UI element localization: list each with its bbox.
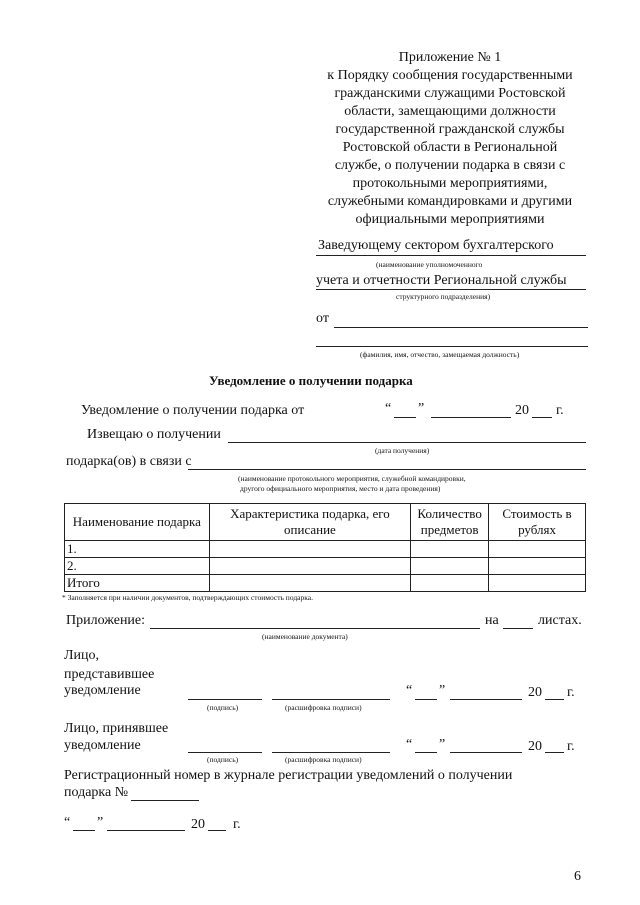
table-cell[interactable] <box>489 558 586 575</box>
presenter-date-close: ” <box>439 683 446 698</box>
form-heading: Уведомление о получении подарка <box>209 373 413 388</box>
final-date-open: “ <box>64 815 71 830</box>
receiver-date-open: “ <box>406 737 413 752</box>
presenter-year-prefix: 20 <box>528 685 542 700</box>
final-year-prefix: 20 <box>191 817 205 832</box>
inform-label: Извещаю о получении <box>87 427 221 442</box>
table-cell[interactable] <box>489 575 586 592</box>
final-year-field[interactable] <box>208 830 226 831</box>
appendix-line: к Порядку сообщения государственными <box>327 68 573 83</box>
event-hint-2: другого официального мероприятия, место и дата проведения) <box>240 484 441 493</box>
table-cell[interactable] <box>209 541 410 558</box>
from-position-field[interactable] <box>316 346 588 347</box>
table-row <box>65 541 586 558</box>
receipt-date-field[interactable] <box>228 442 586 443</box>
col-header-quantity: Количество предметов <box>411 504 489 541</box>
gifts-table <box>64 503 586 592</box>
appendix-line: области, замещающими должности <box>344 104 556 119</box>
attachment-sheets-field[interactable] <box>503 628 533 629</box>
receiver-month-field[interactable] <box>450 752 522 753</box>
presenter-date-open: “ <box>406 683 413 698</box>
from-hint: (фамилия, имя, отчество, замещаемая должность) <box>360 350 520 359</box>
table-cell[interactable] <box>209 575 410 592</box>
appendix-line: протокольными мероприятиями, <box>352 176 548 191</box>
col-header-cost: Стоимость в рублях <box>489 504 586 541</box>
presenter-year-suffix: г. <box>567 685 575 700</box>
presenter-decode-hint: (расшифровка подписи) <box>285 703 362 712</box>
table-cell[interactable] <box>489 541 586 558</box>
notice-year-field[interactable] <box>532 417 552 418</box>
row-label: Итого <box>65 575 210 592</box>
presenter-label-3: уведомление <box>64 683 141 698</box>
addressee-hint1: (наименование уполномоченного <box>376 260 483 269</box>
row-label: 1. <box>65 541 210 558</box>
receiver-day-field[interactable] <box>415 752 437 753</box>
presenter-label-1: Лицо, <box>64 648 99 663</box>
row-label: 2. <box>65 558 210 575</box>
presenter-year-field[interactable] <box>545 699 564 700</box>
page-number: 6 <box>574 869 581 884</box>
receiver-year-field[interactable] <box>545 752 564 753</box>
table-cell[interactable] <box>209 558 410 575</box>
final-month-field[interactable] <box>107 830 185 831</box>
appendix-line: Ростовской области в Региональной <box>342 140 558 155</box>
appendix-line: государственной гражданской службы <box>335 122 565 137</box>
table-header-row <box>65 504 586 541</box>
presenter-decode-field[interactable] <box>272 699 390 700</box>
final-day-field[interactable] <box>73 830 95 831</box>
notice-month-field[interactable] <box>431 417 511 418</box>
presenter-signature-field[interactable] <box>188 699 262 700</box>
addressee-hint2: структурного подразделения) <box>396 292 491 301</box>
presenter-label-2: представившее <box>64 667 155 682</box>
presenter-month-field[interactable] <box>450 699 522 700</box>
final-date-close: ” <box>97 815 104 830</box>
receiver-year-prefix: 20 <box>528 739 542 754</box>
event-hint-1: (наименование протокольного мероприятия, служебной командировки, <box>238 474 466 483</box>
appendix-line: служебными командировками и другими <box>327 194 573 209</box>
appendix-line: службе, о получении подарка в связи с <box>334 158 566 173</box>
registration-line-1: Регистрационный номер в журнале регистрации уведомлений о получении <box>64 768 513 783</box>
addressee-underline2[interactable] <box>316 289 586 290</box>
receiver-year-suffix: г. <box>567 739 575 754</box>
registration-line-2: подарка № <box>64 785 129 800</box>
year-prefix: 20 <box>515 403 529 418</box>
appendix-line: гражданскими служащими Ростовской <box>334 86 566 101</box>
notice-label: Уведомление о получении подарка от <box>81 403 305 418</box>
presenter-signature-hint: (подпись) <box>207 703 239 712</box>
receiver-label-2: уведомление <box>64 738 141 753</box>
receiver-label-1: Лицо, принявшее <box>64 721 169 736</box>
attachment-hint: (наименование документа) <box>262 632 348 641</box>
table-cell[interactable] <box>411 558 489 575</box>
receiver-decode-field[interactable] <box>272 752 390 753</box>
receiver-signature-field[interactable] <box>188 752 262 753</box>
table-cell[interactable] <box>411 575 489 592</box>
receipt-date-hint: (дата получения) <box>375 446 430 455</box>
addressee-underline1[interactable] <box>316 255 586 256</box>
date-open-quote: “ <box>385 401 392 416</box>
year-suffix: г. <box>556 403 564 418</box>
table-cell[interactable] <box>411 541 489 558</box>
addressee-line2: учета и отчетности Региональной службы <box>316 273 567 288</box>
addressee-line1: Заведующему сектором бухгалтерского <box>318 238 554 253</box>
appendix-block <box>308 49 592 229</box>
gifts-label: подарка(ов) в связи с <box>66 454 192 469</box>
attachment-doc-field[interactable] <box>150 628 480 629</box>
table-row <box>65 558 586 575</box>
receiver-date-close: ” <box>439 737 446 752</box>
registration-number-field[interactable] <box>131 800 199 801</box>
col-header-description: Характеристика подарка, его описание <box>209 504 410 541</box>
appendix-line: официальными мероприятиями <box>355 212 545 227</box>
table-footnote: * Заполняется при наличии документов, подтверждающих стоимость подарка. <box>62 593 313 602</box>
attachment-label: Приложение: <box>66 613 146 628</box>
final-year-suffix: г. <box>233 817 241 832</box>
receiver-decode-hint: (расшифровка подписи) <box>285 755 362 764</box>
from-name-field[interactable] <box>334 327 588 328</box>
from-label: от <box>316 311 329 326</box>
date-close-quote: ” <box>418 401 425 416</box>
table-total-row <box>65 575 586 592</box>
notice-day-field[interactable] <box>394 417 416 418</box>
col-header-name: Наименование подарка <box>65 504 210 541</box>
appendix-title: Приложение № 1 <box>398 50 502 65</box>
attachment-on: на <box>485 613 499 628</box>
receiver-signature-hint: (подпись) <box>207 755 239 764</box>
attachment-sheets: листах. <box>538 613 582 628</box>
event-field[interactable] <box>188 469 586 470</box>
presenter-day-field[interactable] <box>415 699 437 700</box>
